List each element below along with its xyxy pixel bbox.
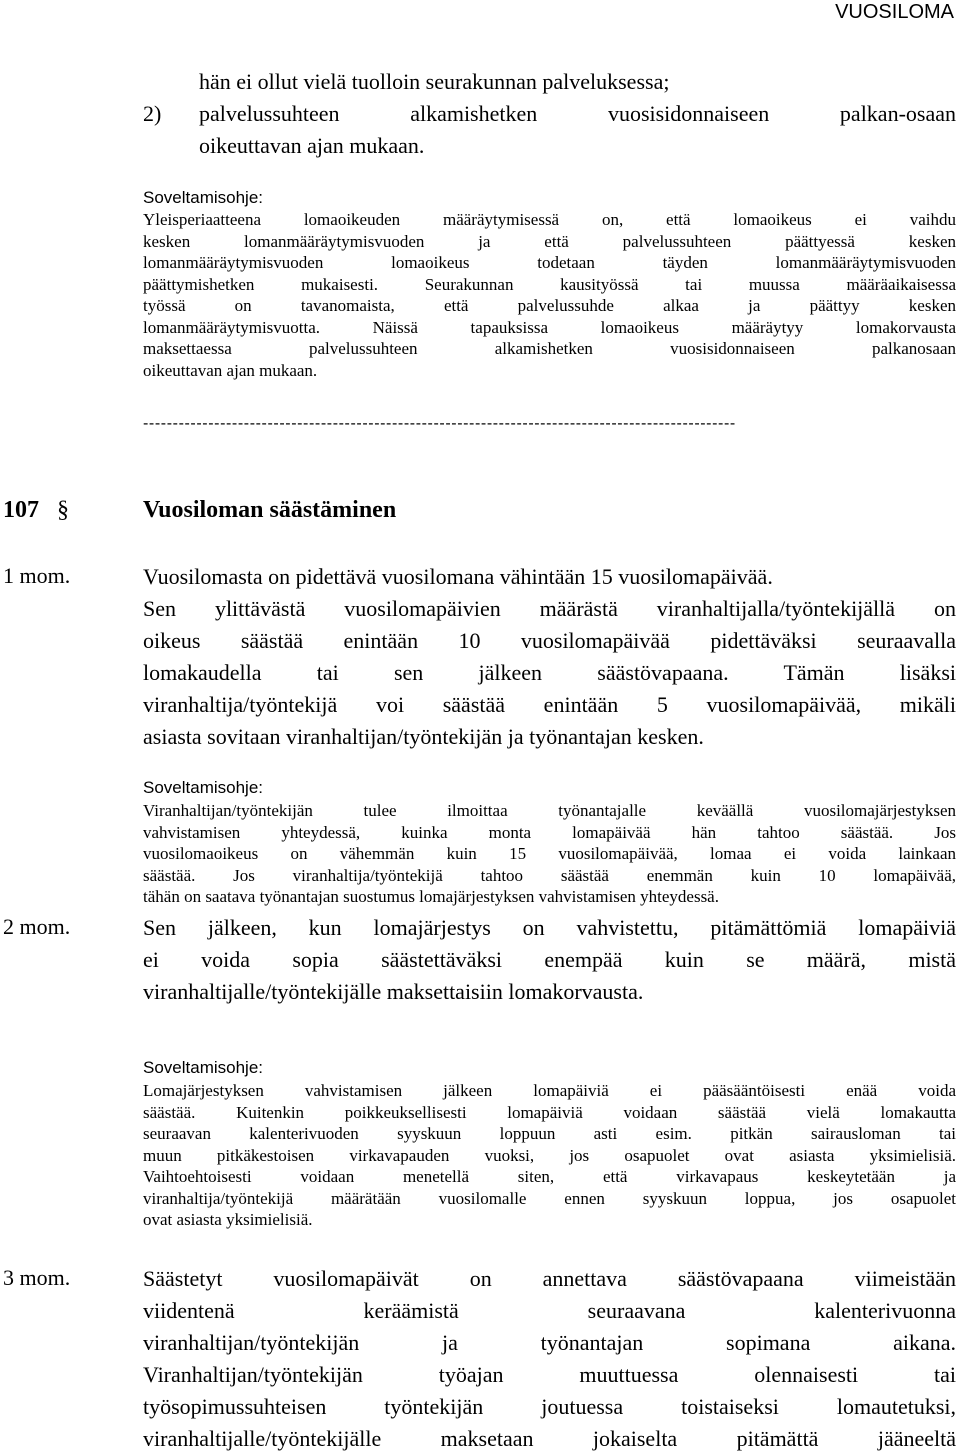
guidance-text [143, 209, 956, 381]
text-line: Lomajärjestyksen vahvistamisen jälkeen lomapäiviä ei pääsääntöisesti enää voida [143, 1081, 956, 1100]
text-line: ovat asiasta yksimielisiä. [143, 1210, 313, 1229]
section-number: 107 § [3, 497, 69, 523]
text-line: viranhaltija/työntekijä määrätään vuosilomalle ennen syyskuun loppua, jos osapuolet [143, 1188, 956, 1208]
text-line: Sen ylittävästä vuosilomapäivien määrästä viranhaltijalla/työntekijällä on [143, 596, 956, 621]
document-header: VUOSILOMA [835, 1, 954, 23]
text-line: Säästetyt vuosilomapäivät on annettava säästövapaana viimeistään [143, 1266, 956, 1291]
mom-2-label: 2 mom. [3, 914, 71, 939]
text-line: Viranhaltijan/työntekijän tulee ilmoittaa työnantajalle keväällä vuosilomajärjestyksen [143, 801, 956, 820]
text-line: päättymishetken mukaisesti. Seurakunnan kausityössä tai muussa määräaikaisessa [143, 274, 956, 294]
mom-1-text [143, 561, 956, 753]
text-line: lomakaudella tai sen jälkeen säästövapaana. Tämän lisäksi [143, 660, 956, 685]
text-line: viranhaltijan/työntekijän ja työnantajan sopimana aikana. [143, 1330, 956, 1355]
mom-1-guidance-label: Soveltamisohje: [143, 778, 264, 797]
text-line: säästää. Jos viranhaltija/työntekijä tahtoo säästää enemmän kuin 10 lomapäivää, [143, 865, 956, 885]
text-line: Sen jälkeen, kun lomajärjestys on vahvistettu, pitämättömiä lomapäiviä [143, 915, 956, 940]
text-line: Vuosilomasta on pidettävä vuosilomana vähintään 15 vuosilomapäivää. [143, 564, 773, 589]
text-line: oikeus säästää enintään 10 vuosilomapäivää pidettäväksi seuraavalla [143, 628, 956, 653]
text-line: viranhaltijalle/työntekijälle maksetaan jokaiselta pitämättä jääneeltä [143, 1426, 956, 1451]
mom-1-label: 1 mom. [3, 563, 71, 588]
text-line: oikeuttavan ajan mukaan. [143, 360, 318, 380]
text-line: tähän on saatava työnantajan suostumus lomajärjestyksen vahvistamisen yhteydessä. [143, 887, 719, 906]
intro-item-number: 2) [143, 101, 162, 126]
text-line: lomanmääräytymisvuoden lomaoikeus todetaan täyden lomanmääräytymisvuoden [143, 253, 956, 272]
text-line: työssä on tavanomaista, että palvelussuhde alkaa ja päättyy kesken [143, 296, 956, 315]
text-line: ei voida sopia säästettäväksi enempää kuin se määrä, mistä [143, 947, 956, 972]
text-line: lomanmääräytymisvuotta. Näissä tapauksissa lomaoikeus määräytyy lomakorvausta [143, 317, 956, 337]
text-line: Vaihtoehtoisesti voidaan menetellä siten, että virkavapaus keskeytetään ja [143, 1167, 956, 1186]
mom-2-guidance-label: Soveltamisohje: [143, 1058, 264, 1077]
text-line: viranhaltija/työntekijä voi säästää enintään 5 vuosilomapäivää, mikäli [143, 692, 956, 717]
text-line: vahvistamisen yhteydessä, kuinka monta lomapäivää hän tahtoo säästää. Jos [143, 822, 956, 842]
text-line: vuosilomaoikeus on vähemmän kuin 15 vuosilomapäivää, lomaa ei voida lainkaan [143, 844, 956, 863]
text-line: työsopimussuhteisen työntekijän joutuessa toistaiseksi lomautetuksi, [143, 1394, 956, 1419]
text-line: maksettaessa palvelussuhteen alkamishetken vuosisidonnaiseen palkanosaan [143, 339, 956, 358]
text-line: säästää. Kuitenkin poikkeuksellisesti lomapäiviä voidaan säästää vielä lomakautta [143, 1102, 956, 1122]
intro-line-3: oikeuttavan ajan mukaan. [199, 133, 425, 158]
text-line: muun pitkäkestoisen virkavapauden vuoksi, jos osapuolet ovat asiasta yksimielisiä. [143, 1145, 956, 1165]
mom-3-label: 3 mom. [3, 1265, 71, 1290]
text-line: Viranhaltijan/työntekijän työajan muuttuessa olennaisesti tai [143, 1362, 956, 1387]
text-line: Yleisperiaatteena lomaoikeuden määräytymisessä on, että lomaoikeus ei vaihdu [143, 210, 956, 229]
text-line: viranhaltijalle/työntekijälle maksettaisiin lomakorvausta. [143, 979, 644, 1004]
text-line: seuraavan kalenterivuoden syyskuun loppuun asti esim. pitkän sairausloman tai [143, 1124, 956, 1143]
section-title: Vuosiloman säästäminen [143, 497, 397, 523]
guidance-label: Soveltamisohje: [143, 188, 264, 207]
intro-line-1: hän ei ollut vielä tuolloin seurakunnan palveluksessa; [199, 69, 670, 94]
mom-3-text [143, 1263, 956, 1455]
text-line: kesken lomanmääräytymisvuoden ja että palvelussuhteen päättyessä kesken [143, 231, 956, 251]
intro-line-2: palvelussuhteen alkamishetken vuosisidonnaiseen palkan-osaan [199, 101, 956, 126]
mom-1-guidance-text [143, 800, 956, 908]
text-line: viidentenä keräämistä seuraavana kalenterivuonna [143, 1298, 956, 1323]
mom-2-guidance-text [143, 1080, 956, 1231]
divider: ---------------------------------------------------------------------------------------------------- [143, 415, 736, 432]
mom-2-text [143, 912, 956, 1008]
section-symbol: § [57, 497, 69, 523]
text-line: asiasta sovitaan viranhaltijan/työntekijän ja työnantajan kesken. [143, 724, 704, 749]
